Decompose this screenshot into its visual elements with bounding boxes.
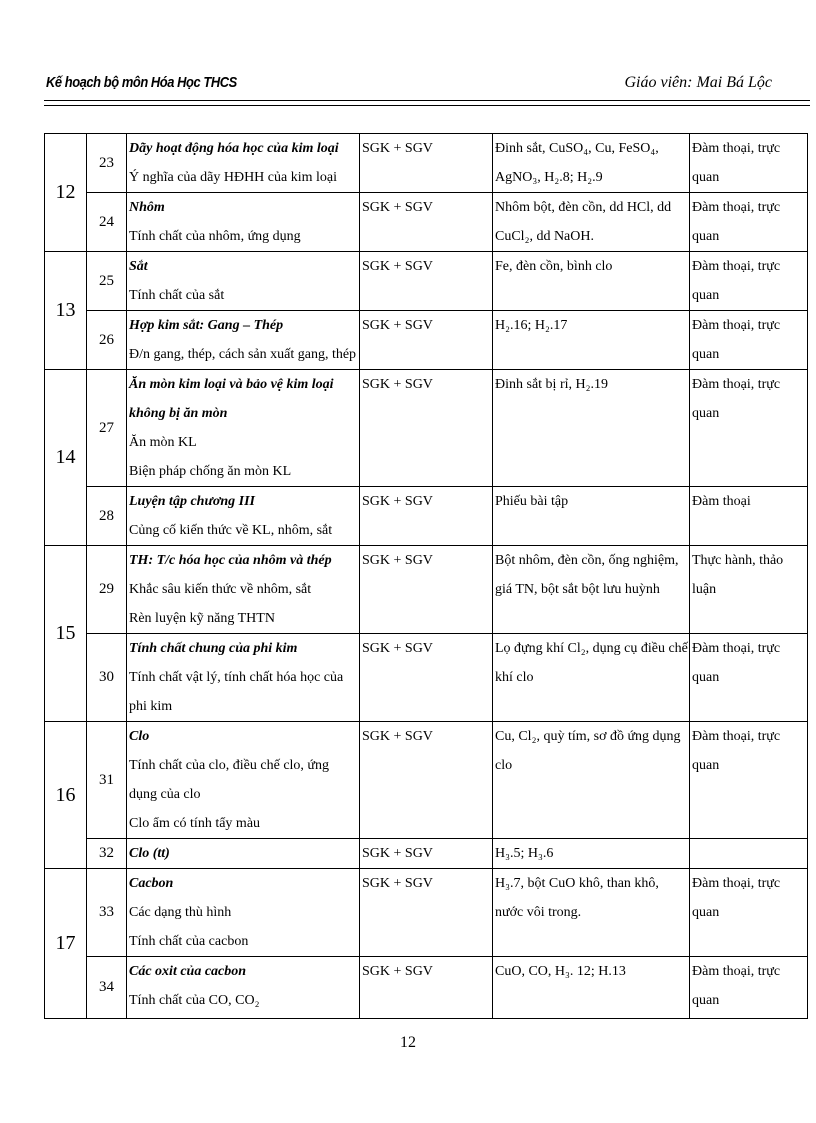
lesson-title: Clo (tt) (129, 846, 170, 861)
lesson-cell (127, 134, 360, 193)
lesson-cell (127, 957, 360, 1019)
equipment-cell: Lọ đựng khí Cl₂, dụng cụ điều chế khí clo (493, 634, 690, 722)
lesson-line: Tính chất của CO, CO₂ (129, 993, 260, 1008)
lesson-number: 30 (87, 634, 127, 722)
lesson-title: Các oxit của cacbon (129, 964, 247, 979)
lesson-title: Luyện tập chương III (129, 494, 255, 509)
method-cell: Đàm thoại, trực quan (690, 193, 808, 252)
table-row (45, 134, 808, 193)
week-cell: 13 (45, 252, 87, 370)
lesson-line: Tính chất vật lý, tính chất hóa học của phi kim (129, 670, 344, 714)
week-cell: 16 (45, 722, 87, 869)
header-teacher (624, 74, 772, 92)
method-cell: Đàm thoại, trực quan (690, 311, 808, 370)
lesson-title: Hợp kim sắt: Gang – Thép (129, 318, 284, 333)
equipment-cell: H₃.7, bột CuO khô, than khô, nước vôi trong. (493, 869, 690, 957)
lesson-number: 23 (87, 134, 127, 193)
week-cell: 17 (45, 869, 87, 1019)
header-title: Kế hoạch bộ môn Hóa Học THCS (46, 74, 237, 91)
lesson-line: Clo ẩm có tính tẩy màu (129, 816, 261, 831)
table-row (45, 839, 808, 869)
lesson-line: Các dạng thù hình (129, 905, 232, 920)
week-cell: 14 (45, 370, 87, 546)
lesson-cell (127, 193, 360, 252)
method-cell: Đàm thoại (690, 487, 808, 546)
method-cell: Đàm thoại, trực quan (690, 869, 808, 957)
table-row (45, 957, 808, 1019)
table-row (45, 487, 808, 546)
lesson-line: Tính chất của nhôm, ứng dụng (129, 229, 301, 244)
reference-cell: SGK + SGV (360, 311, 493, 370)
lesson-number: 28 (87, 487, 127, 546)
table-row (45, 722, 808, 839)
lesson-title: Cacbon (129, 876, 174, 891)
table-row (45, 370, 808, 487)
method-cell: Đàm thoại, trực quan (690, 634, 808, 722)
header-rule (44, 100, 810, 101)
lesson-title: Dãy hoạt động hóa học của kim loại (129, 141, 339, 156)
lesson-line: Đ/n gang, thép, cách sản xuất gang, thép (129, 347, 357, 362)
lesson-title: Ăn mòn kim loại và bảo vệ kim loại không bị ăn mòn (129, 377, 334, 421)
table-row (45, 634, 808, 722)
reference-cell: SGK + SGV (360, 134, 493, 193)
lesson-cell (127, 839, 360, 869)
lesson-line: Biện pháp chống ăn mòn KL (129, 464, 292, 479)
lesson-cell (127, 634, 360, 722)
equipment-cell: Nhôm bột, đèn cồn, dd HCl, dd CuCl₂, dd NaOH. (493, 193, 690, 252)
header-teacher-label: Giáo viên: (624, 74, 697, 91)
method-cell: Thực hành, thảo luận (690, 546, 808, 634)
lesson-line: Củng cố kiến thức về KL, nhôm, sắt (129, 523, 333, 538)
lesson-title: Sắt (129, 259, 148, 274)
lesson-number: 24 (87, 193, 127, 252)
reference-cell: SGK + SGV (360, 634, 493, 722)
page-number: 12 (400, 1034, 416, 1051)
lesson-cell (127, 869, 360, 957)
lesson-line: Ăn mòn KL (129, 435, 197, 450)
lesson-number: 31 (87, 722, 127, 839)
lesson-title: Clo (129, 729, 150, 744)
lesson-line: Rèn luyện kỹ năng THTN (129, 611, 275, 626)
header-rule-thin (44, 105, 810, 106)
reference-cell: SGK + SGV (360, 839, 493, 869)
lesson-line: Ý nghĩa của dãy HĐHH của kim loại (129, 170, 337, 185)
reference-cell: SGK + SGV (360, 370, 493, 487)
lesson-cell (127, 370, 360, 487)
table-row (45, 869, 808, 957)
equipment-cell: Bột nhôm, đèn cồn, ống nghiệm, giá TN, bột sắt bột lưu huỳnh (493, 546, 690, 634)
equipment-cell: H₃.5; H₃.6 (493, 839, 690, 869)
equipment-cell: CuO, CO, H₃. 12; H.13 (493, 957, 690, 1019)
lesson-number: 29 (87, 546, 127, 634)
lesson-number: 33 (87, 869, 127, 957)
equipment-cell: Fe, đèn cồn, bình clo (493, 252, 690, 311)
reference-cell: SGK + SGV (360, 252, 493, 311)
table-row (45, 193, 808, 252)
table-row (45, 252, 808, 311)
lesson-title: Tính chất chung của phi kim (129, 641, 298, 656)
reference-cell: SGK + SGV (360, 957, 493, 1019)
lesson-line: Tính chất của cacbon (129, 934, 249, 949)
lesson-number: 34 (87, 957, 127, 1019)
lesson-cell (127, 722, 360, 839)
lesson-number: 25 (87, 252, 127, 311)
lesson-number: 32 (87, 839, 127, 869)
lesson-number: 26 (87, 311, 127, 370)
method-cell: Đàm thoại, trực quan (690, 134, 808, 193)
header-teacher-name: Mai Bá Lộc (696, 74, 772, 91)
lesson-cell (127, 252, 360, 311)
lesson-cell (127, 311, 360, 370)
week-cell: 15 (45, 546, 87, 722)
lesson-cell (127, 546, 360, 634)
equipment-cell: Cu, Cl₂, quỳ tím, sơ đồ ứng dụng clo (493, 722, 690, 839)
lesson-number: 27 (87, 370, 127, 487)
lesson-cell (127, 487, 360, 546)
table-row (45, 311, 808, 370)
reference-cell: SGK + SGV (360, 487, 493, 546)
method-cell: Đàm thoại, trực quan (690, 957, 808, 1019)
method-cell: Đàm thoại, trực quan (690, 252, 808, 311)
equipment-cell: Đinh sắt, CuSO₄, Cu, FeSO₄, AgNO₃, H₂.8; H₂.9 (493, 134, 690, 193)
table-row (45, 546, 808, 634)
method-cell: Đàm thoại, trực quan (690, 370, 808, 487)
reference-cell: SGK + SGV (360, 546, 493, 634)
week-cell: 12 (45, 134, 87, 252)
lesson-line: Tính chất của clo, điều chế clo, ứng dụng của clo (129, 758, 330, 802)
reference-cell: SGK + SGV (360, 869, 493, 957)
equipment-cell: H₂.16; H₂.17 (493, 311, 690, 370)
lesson-line: Tính chất của sắt (129, 288, 225, 303)
equipment-cell: Đinh sắt bị rỉ, H₂.19 (493, 370, 690, 487)
method-cell (690, 839, 808, 869)
lesson-plan-table (44, 133, 808, 1019)
lesson-title: Nhôm (129, 200, 165, 215)
reference-cell: SGK + SGV (360, 722, 493, 839)
equipment-cell: Phiếu bài tập (493, 487, 690, 546)
lesson-title: TH: T/c hóa học của nhôm và thép (129, 553, 332, 568)
method-cell: Đàm thoại, trực quan (690, 722, 808, 839)
reference-cell: SGK + SGV (360, 193, 493, 252)
lesson-line: Khắc sâu kiến thức về nhôm, sắt (129, 582, 312, 597)
